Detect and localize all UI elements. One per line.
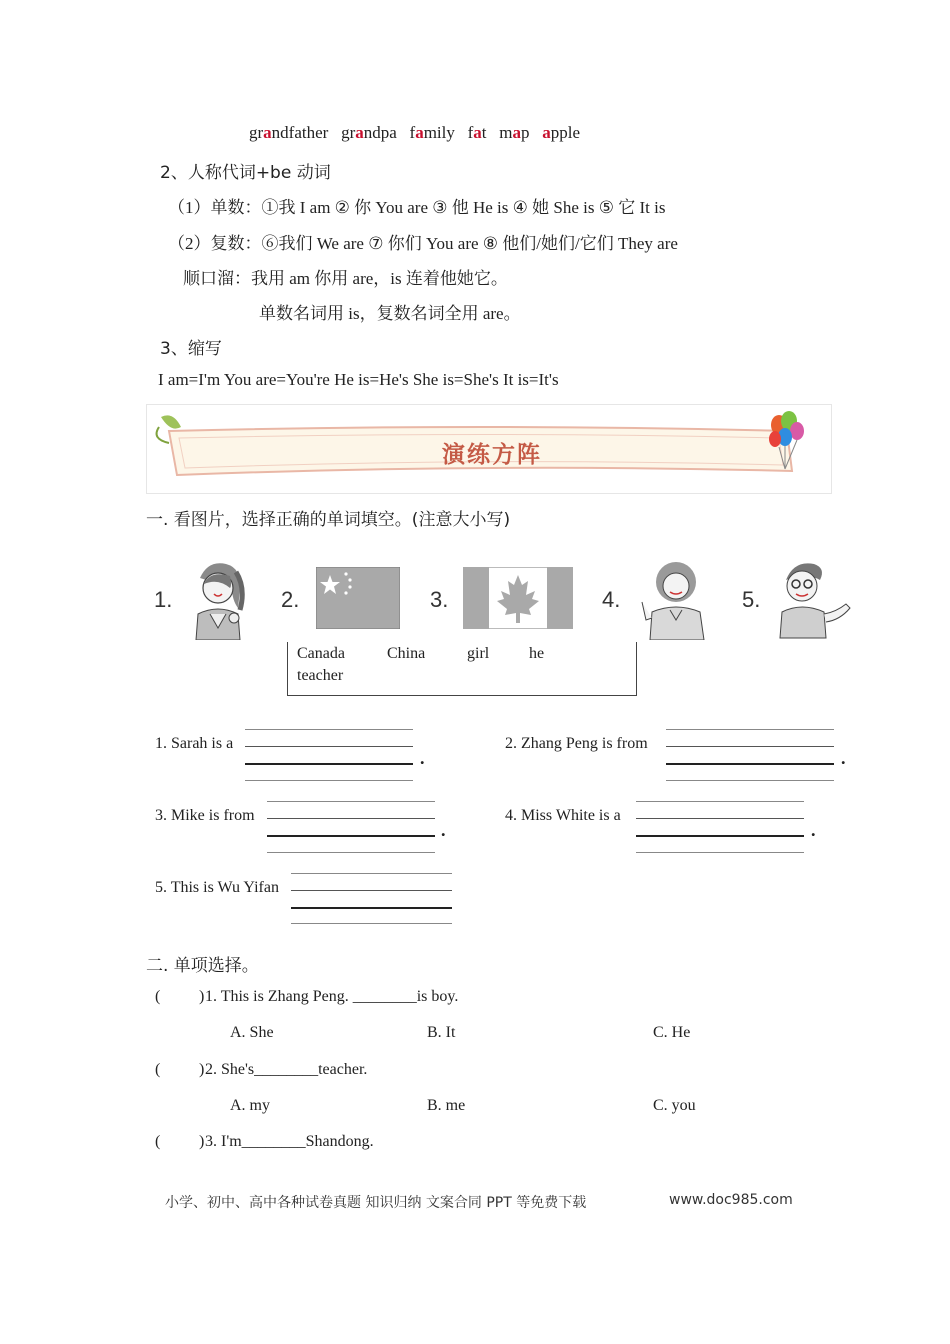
pic-number: 3. xyxy=(430,587,449,612)
rhyme-line-2: 单数名词用 is，复数名词全用 are。 xyxy=(259,304,521,323)
fill-question: 4. Miss White is a xyxy=(505,807,621,824)
phonics-word: map xyxy=(499,123,530,142)
answer-paren-open[interactable]: ( xyxy=(155,1133,161,1150)
china-flag-icon xyxy=(316,567,400,629)
fill-question: 2. Zhang Peng is from xyxy=(505,735,648,752)
section3-title: 3、缩写 xyxy=(160,339,222,359)
phonics-words xyxy=(249,123,580,143)
footer-text: 小学、初中、高中各种试卷真题 知识归纳 文案合同 PPT 等免费下载 xyxy=(165,1195,587,1211)
word-bank-item: teacher xyxy=(297,667,344,684)
pic-number: 2. xyxy=(281,587,300,612)
word-bank-item: Canada xyxy=(297,645,345,662)
answer-paren-close: ) xyxy=(199,1133,205,1150)
practice-banner xyxy=(146,404,832,494)
fill-question: 1. Sarah is a xyxy=(155,735,234,752)
end-period: . xyxy=(841,748,846,768)
mc-option-c[interactable]: C. He xyxy=(653,1024,691,1041)
mc-question: 3. I'm________Shandong. xyxy=(205,1133,374,1150)
pic-number: 4. xyxy=(602,587,621,612)
phonics-word: grandpa xyxy=(341,123,397,142)
phonics-word: grandfather xyxy=(249,123,329,142)
singular-pronouns: （1）单数：①我 I am ② 你 You are ③ 他 He is ④ 她 She is ⑤ 它 It is xyxy=(168,198,666,217)
phonics-word: family xyxy=(409,123,455,142)
fill-question: 5. This is Wu Yifan xyxy=(155,879,279,896)
plural-pronouns: （2）复数：⑥我们 We are ⑦ 你们 You are ⑧ 他们/她们/它们 They are xyxy=(168,234,678,253)
balloons-icon xyxy=(761,407,811,477)
part2-title: 二. 单项选择。 xyxy=(146,956,259,976)
teacher-picture-icon xyxy=(636,558,712,640)
banner-title: 演练方阵 xyxy=(442,442,542,468)
phonics-word: apple xyxy=(542,123,581,142)
mc-option-a[interactable]: A. She xyxy=(230,1024,274,1041)
fill-question: 3. Mike is from xyxy=(155,807,255,824)
answer-paren-close: ) xyxy=(199,1061,205,1078)
answer-paren-close: ) xyxy=(199,988,205,1005)
contractions: I am=I'm You are=You're He is=He's She is=She's It is=It's xyxy=(158,370,559,389)
end-period: . xyxy=(420,748,425,768)
phonics-word: fat xyxy=(467,123,487,142)
word-bank-item: he xyxy=(529,645,545,662)
rhyme-line-1: 顺口溜：我用 am 你用 are，is 连着他她它。 xyxy=(183,269,508,288)
word-bank-item: China xyxy=(387,645,426,662)
mc-option-a[interactable]: A. my xyxy=(230,1097,270,1114)
pic-number: 5. xyxy=(742,587,761,612)
section2-title: 2、人称代词+be 动词 xyxy=(160,163,331,183)
end-period: . xyxy=(441,820,446,840)
mc-question: 2. She's________teacher. xyxy=(205,1061,368,1078)
answer-paren-open[interactable]: ( xyxy=(155,988,161,1005)
part1-title: 一. 看图片，选择正确的单词填空。(注意大小写) xyxy=(146,510,511,530)
pic-number: 1. xyxy=(154,587,173,612)
girl-picture-icon xyxy=(188,558,248,640)
end-period: . xyxy=(811,820,816,840)
mc-option-b[interactable]: B. me xyxy=(427,1097,466,1114)
boy-picture-icon xyxy=(776,558,854,640)
mc-question: 1. This is Zhang Peng. ________is boy. xyxy=(205,988,459,1005)
canada-flag-icon xyxy=(463,567,573,629)
footer-link[interactable]: www.doc985.com xyxy=(669,1192,793,1208)
answer-paren-open[interactable]: ( xyxy=(155,1061,161,1078)
mc-option-b[interactable]: B. It xyxy=(427,1024,456,1041)
mc-option-c[interactable]: C. you xyxy=(653,1097,696,1114)
word-bank-item: girl xyxy=(467,645,490,662)
